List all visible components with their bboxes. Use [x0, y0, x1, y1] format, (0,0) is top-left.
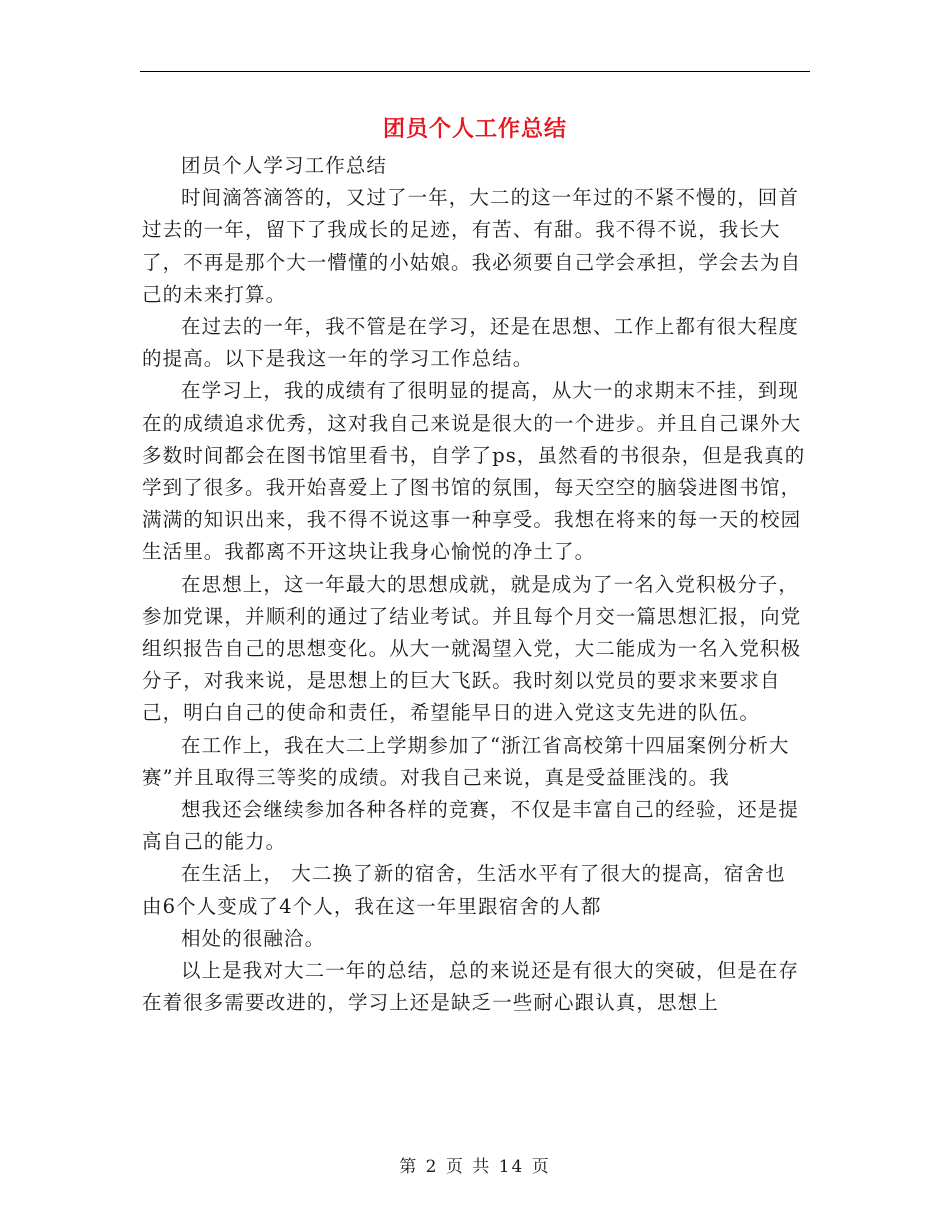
paragraph: 时间滴答滴答的，又过了一年，大二的这一年过的不紧不慢的，回首过去的一年，留下了我成长的足迹，有苦、有甜。我不得不说，我长大了，不再是那个大一懵懂的小姑娘。我必须要自己学会承担，学会去为自己的未来打算。	[142, 186, 802, 306]
paragraph: 在学习上，我的成绩有了很明显的提高，从大一的求期末不挂，到现在的成绩追求优秀，这对我自己来说是很大的一个进步。并且自己课外大多数时间都会在图书馆里看书，自学了ps，虽然看的书很杂，但是我真的学到了很多。我开始喜爱上了图书馆的氛围，每天空空的脑袋进图书馆，满满的知识出来，我不得不说这事一种享受。我想在将来的每一天的校园生活里。我都离不开这块让我身心愉悦的净土了。	[142, 379, 806, 564]
paragraph: 在过去的一年，我不管是在学习，还是在思想、工作上都有很大程度的提高。以下是我这一年的学习工作总结。	[142, 315, 800, 371]
paragraph: 在工作上，我在大二上学期参加了“浙江省高校第十四届案例分析大赛”并且取得三等奖的成绩。对我自己来说，真是受益匪浅的。我	[142, 733, 790, 789]
header-rule	[140, 71, 810, 72]
document-title: 团员个人工作总结	[382, 116, 567, 142]
paragraph: 团员个人学习工作总结	[181, 154, 388, 177]
paragraph: 在思想上，这一年最大的思想成就，就是成为了一名入党积极分子，参加党课，并顺利的通过了结业考试。并且每个月交一篇思想汇报，向党组织报告自己的思想变化。从大一就渴望入党，大二能成为一名入党积极分子，对我来说，是思想上的巨大飞跃。我时刻以党员的要求来要求自己，明白自己的使命和责任，希望能早日的进入党这支先进的队伍。	[142, 572, 802, 725]
page-number-footer: 第 2 页 共 14 页	[399, 1157, 551, 1177]
paragraph: 在生活上， 大二换了新的宿舍，生活水平有了很大的提高，宿舍也由6个人变成了4个人，我在这一年里跟宿舍的人都	[142, 862, 786, 918]
paragraph: 以上是我对大二一年的总结，总的来说还是有很大的突破，但是在存在着很多需要改进的，学习上还是缺乏一些耐心跟认真，思想上	[142, 959, 800, 1015]
document-body	[142, 150, 806, 1019]
paragraph: 相处的很融洽。	[181, 926, 326, 950]
paragraph: 想我还会继续参加各种各样的竞赛，不仅是丰富自己的经验，还是提高自己的能力。	[142, 798, 800, 854]
